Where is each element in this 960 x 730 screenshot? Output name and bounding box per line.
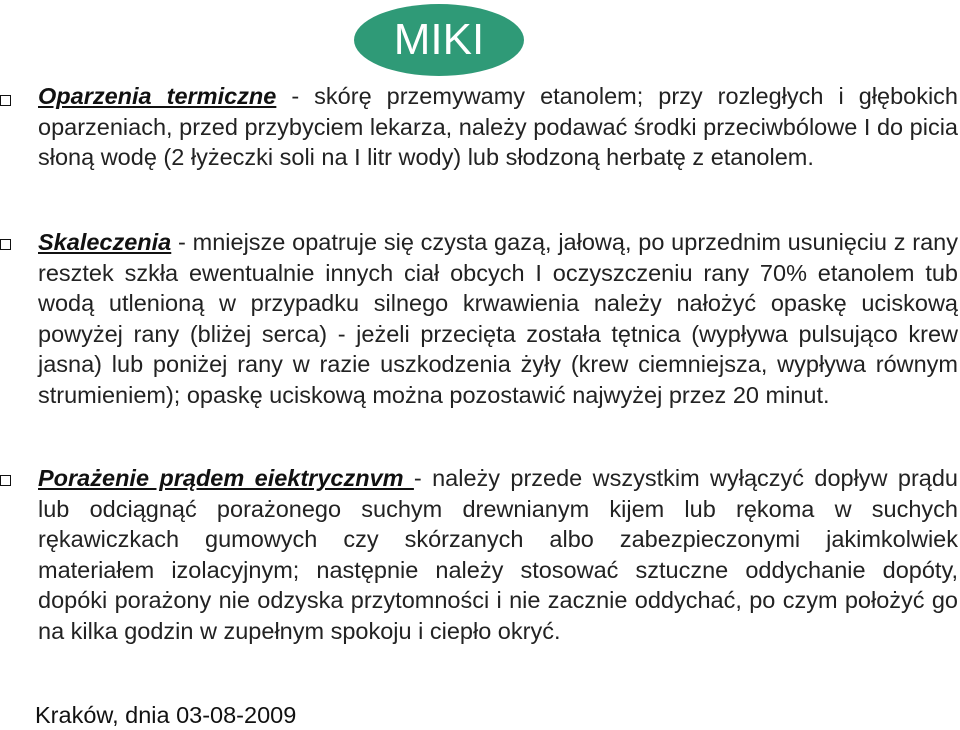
item-text: - należy przede wszystkim wyłączyć dopływ prądu lub odciągnąć porażonego suchym drewnianym kijem lub rękoma w suchych rękawiczkach gumowych czy skórzanych albo zabezpieczonymi jakimkolwiek materiałem izolacyjnym; następnie należy stosować sztuczne oddychanie dopóty, dopóki porażony nie odzyska przytomności i nie zacznie oddychać, po czym położyć go na kilka godzin w zupełnym spokoju i ciepło okryć. bbox=[38, 465, 958, 644]
bullet-checkbox-icon bbox=[0, 475, 11, 486]
item-term: Oparzenia termiczne bbox=[38, 83, 277, 109]
bullet-checkbox-icon bbox=[0, 95, 11, 106]
footer-date: Kraków, dnia 03-08-2009 bbox=[35, 702, 297, 728]
badge-label: MIKI bbox=[393, 15, 485, 64]
item-text: - skórę przemywamy etanolem; przy rozległych i głębokich oparzeniach, przed przybyciem lekarza, należy podawać środki przeciwbólowe I do picia słoną wodę (2 łyżeczki soli na I litr wody) lub słodzoną herbatę z etanolem. bbox=[38, 83, 958, 170]
miki-badge bbox=[354, 4, 524, 76]
list-item-electric-shock bbox=[38, 463, 958, 646]
item-term: Skaleczenia bbox=[38, 229, 172, 255]
list-item-thermal-burns bbox=[38, 81, 958, 173]
item-text: - mniejsze opatruje się czysta gazą, jałową, po uprzednim usunięciu z rany resztek szkła ewentualnie innych ciał obcych I oczyszczeniu rany 70% etanolem tub wodą utlenioną w przypadku silnego krwawienia należy nałożyć opaskę uciskową powyżej rany (bliżej serca) - jeżeli przecięta została tętnica (wypływa pulsująco krew jasna) lub poniżej rany w razie uszkodzenia żyły (krew ciemniejsza, wypływa równym strumieniem); opaskę uciskową można pozostawić najwyżej przez 20 minut. bbox=[38, 229, 958, 408]
list-item-cuts bbox=[38, 227, 958, 410]
item-term: Porażenie prądem eiektrycznvm bbox=[38, 465, 414, 491]
bullet-checkbox-icon bbox=[0, 239, 11, 250]
